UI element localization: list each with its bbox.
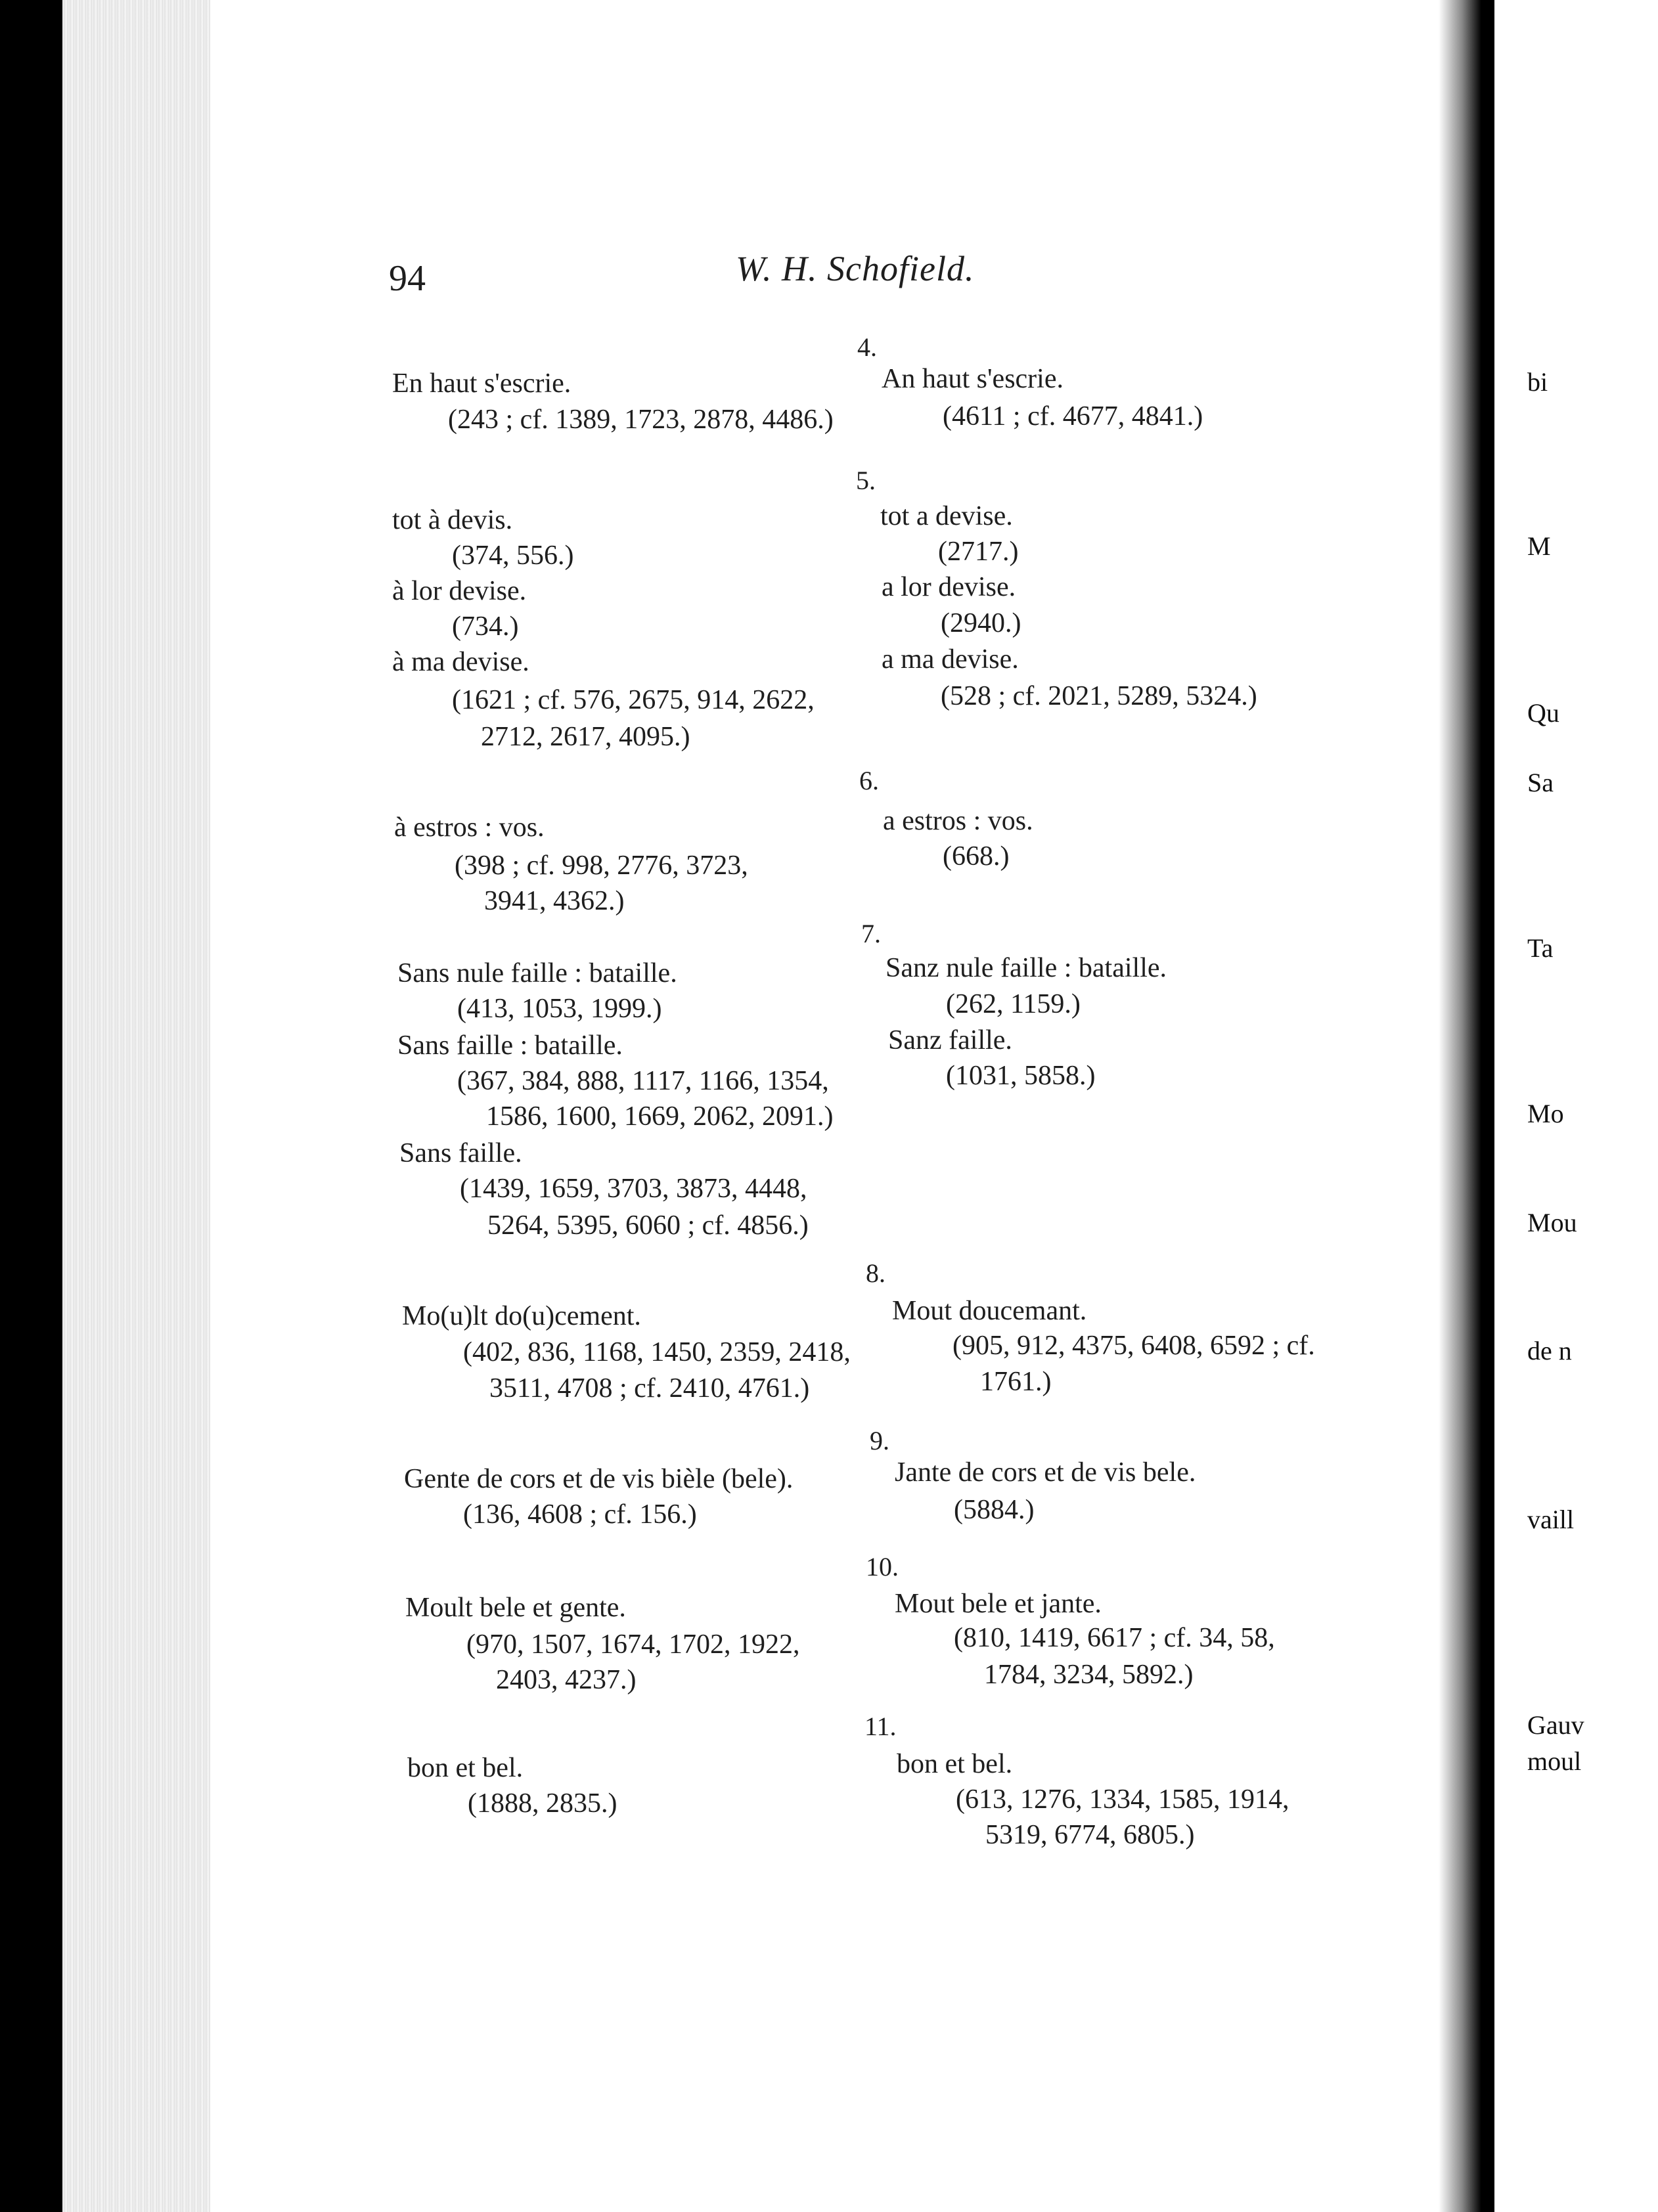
- facing-fragment: M: [1527, 531, 1551, 561]
- right-phrase: An haut s'escrie.: [882, 364, 1064, 394]
- right-phrase: a estros : vos.: [883, 806, 1033, 836]
- right-phrase: tot a devise.: [880, 501, 1013, 531]
- section-number: 11.: [864, 1712, 897, 1741]
- facing-fragment: Qu: [1527, 698, 1559, 728]
- right-phrase: Mout doucemant.: [892, 1296, 1087, 1326]
- right-phrase: Jante de cors et de vis bele.: [895, 1457, 1196, 1488]
- right-citation: (668.): [943, 841, 1010, 872]
- right-citation: (262, 1159.): [946, 989, 1081, 1019]
- facing-fragment: moul: [1527, 1746, 1582, 1776]
- left-citation: (402, 836, 1168, 1450, 2359, 2418,: [463, 1337, 851, 1367]
- right-citation: (2940.): [941, 608, 1021, 638]
- left-phrase: à ma devise.: [392, 647, 529, 677]
- right-citation-cont: 5319, 6774, 6805.): [985, 1820, 1195, 1850]
- section-number: 4.: [857, 332, 877, 362]
- left-citation-cont: 2403, 4237.): [496, 1665, 637, 1695]
- left-phrase: Mo(u)lt do(u)cement.: [402, 1301, 641, 1331]
- left-citation-cont: 5264, 5395, 6060 ; cf. 4856.): [487, 1210, 809, 1241]
- facing-fragment: vaill: [1527, 1505, 1575, 1534]
- left-phrase: Sans faille : bataille.: [397, 1030, 623, 1061]
- section-number: 6.: [859, 766, 879, 795]
- right-citation: (613, 1276, 1334, 1585, 1914,: [956, 1784, 1289, 1815]
- facing-fragment: Ta: [1527, 933, 1554, 963]
- left-citation: (374, 556.): [452, 541, 574, 571]
- left-citation-cont: 1586, 1600, 1669, 2062, 2091.): [486, 1101, 834, 1132]
- right-citation: (528 ; cf. 2021, 5289, 5324.): [941, 681, 1257, 711]
- running-head: W. H. Schofield.: [736, 249, 975, 288]
- section-number: 8.: [866, 1258, 885, 1288]
- left-citation: (136, 4608 ; cf. 156.): [463, 1499, 697, 1530]
- page-number: 94: [389, 258, 426, 299]
- section-number: 5.: [856, 466, 876, 495]
- left-citation-cont: 2712, 2617, 4095.): [481, 722, 690, 752]
- left-phrase: En haut s'escrie.: [392, 368, 571, 399]
- left-phrase: à lor devise.: [392, 576, 527, 606]
- left-citation-cont: 3511, 4708 ; cf. 2410, 4761.): [489, 1373, 810, 1404]
- section-number: 10.: [866, 1552, 899, 1582]
- left-citation-cont: 3941, 4362.): [484, 886, 625, 916]
- left-citation: (367, 384, 888, 1117, 1166, 1354,: [457, 1066, 829, 1096]
- right-citation: (810, 1419, 6617 ; cf. 34, 58,: [954, 1623, 1275, 1653]
- right-citation: (2717.): [938, 537, 1019, 567]
- left-citation: (734.): [452, 611, 519, 642]
- left-citation: (243 ; cf. 1389, 1723, 2878, 4486.): [448, 405, 834, 435]
- left-phrase: Moult bele et gente.: [405, 1593, 626, 1623]
- right-phrase: Mout bele et jante.: [895, 1589, 1102, 1619]
- right-phrase: a lor devise.: [882, 572, 1016, 602]
- right-citation: (5884.): [954, 1495, 1035, 1525]
- left-phrase: bon et bel.: [407, 1753, 524, 1783]
- left-citation: (398 ; cf. 998, 2776, 3723,: [455, 851, 748, 881]
- left-citation: (413, 1053, 1999.): [457, 994, 662, 1024]
- right-phrase: Sanz nule faille : bataille.: [885, 953, 1167, 983]
- left-phrase: Sans faille.: [399, 1138, 522, 1168]
- facing-fragment: de n: [1527, 1336, 1572, 1365]
- facing-fragment: Gauv: [1527, 1710, 1584, 1740]
- facing-fragment: Mou: [1527, 1208, 1577, 1237]
- gutter-shadow: [1439, 0, 1481, 2212]
- facing-page: [1494, 0, 1658, 2212]
- left-citation: (1888, 2835.): [468, 1788, 617, 1819]
- left-phrase: Sans nule faille : bataille.: [397, 958, 677, 988]
- book-page: [210, 0, 1468, 2212]
- left-phrase: à estros : vos.: [394, 812, 545, 843]
- page-edges: [62, 0, 210, 2212]
- facing-fragment: Sa: [1527, 768, 1554, 797]
- right-citation: (4611 ; cf. 4677, 4841.): [943, 401, 1203, 431]
- left-citation: (1621 ; cf. 576, 2675, 914, 2622,: [452, 685, 815, 715]
- section-number: 9.: [870, 1426, 889, 1455]
- right-phrase: bon et bel.: [897, 1749, 1013, 1779]
- right-citation: (1031, 5858.): [946, 1061, 1096, 1091]
- left-citation: (1439, 1659, 3703, 3873, 4448,: [460, 1174, 807, 1204]
- right-phrase: Sanz faille.: [888, 1025, 1012, 1055]
- section-number: 7.: [861, 919, 881, 948]
- facing-fragment: Mo: [1527, 1099, 1564, 1128]
- left-citation: (970, 1507, 1674, 1702, 1922,: [466, 1629, 800, 1660]
- right-citation-cont: 1784, 3234, 5892.): [984, 1660, 1194, 1690]
- facing-fragment: bi: [1527, 367, 1548, 397]
- right-phrase: a ma devise.: [882, 644, 1019, 675]
- left-phrase: tot à devis.: [392, 505, 513, 535]
- right-citation-cont: 1761.): [980, 1367, 1052, 1397]
- right-citation: (905, 912, 4375, 6408, 6592 ; cf.: [952, 1331, 1315, 1361]
- left-phrase: Gente de cors et de vis bièle (bele).: [404, 1464, 794, 1494]
